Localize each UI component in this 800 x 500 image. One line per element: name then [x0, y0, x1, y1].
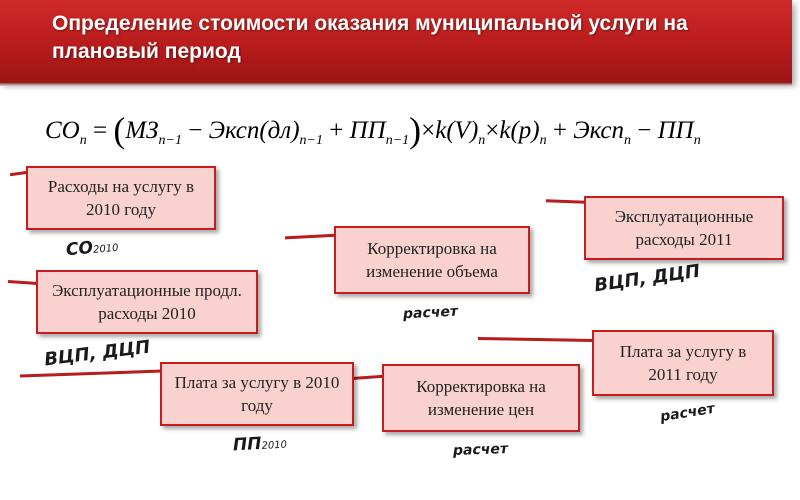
- connector-volume-adjust: [285, 234, 338, 240]
- formula-term-mz: МЗ: [125, 117, 159, 144]
- note-calc-volume: расчет: [402, 303, 459, 323]
- formula-k-p-sub: n: [539, 133, 547, 148]
- formula-open-paren: (: [113, 110, 126, 150]
- formula-close-paren: ): [409, 110, 422, 150]
- note-calc-price: расчет: [452, 441, 509, 459]
- formula-term-pp-prev-sub: n−1: [385, 133, 410, 148]
- formula-k-p: k(p): [499, 117, 540, 144]
- formula-term-pp-sub: n: [693, 133, 701, 148]
- formula-k-v-sub: n: [478, 133, 486, 148]
- note-pp-2010-sub: 2010: [261, 439, 288, 452]
- formula-minus-2: −: [637, 117, 652, 144]
- note-vcp-dcp-right: ВЦП, ДЦП: [593, 260, 702, 297]
- formula-term-pp: ПП: [657, 117, 694, 144]
- note-co-2010-sub: 2010: [92, 242, 119, 256]
- connector-fee-2011: [478, 337, 594, 342]
- note-co-2010: [65, 236, 119, 260]
- formula-term-eksp-sub: n: [623, 133, 631, 148]
- box-fee-2010: Плата за услугу в 2010 году: [160, 362, 354, 426]
- page-title: Определение стоимости оказания муниципальной услуги на плановый период: [52, 12, 688, 63]
- header-divider: [0, 82, 792, 86]
- connector-operating-2011: [546, 199, 586, 203]
- formula-term-eksp-dl-sub: n−1: [299, 133, 323, 148]
- formula-term-pp-prev: ПП: [349, 117, 386, 144]
- formula-term-eksp: Эксп: [573, 117, 624, 144]
- note-pp-2010: [233, 433, 288, 456]
- formula-lhs: СО: [45, 117, 80, 144]
- note-calc-fee-2011: расчет: [659, 400, 716, 426]
- formula-equals: =: [92, 117, 108, 144]
- box-volume-adjust: Корректировка на изменение объема: [334, 226, 530, 294]
- box-price-adjust: Корректировка на изменение цен: [382, 364, 580, 432]
- box-expenses-2010: Расходы на услугу в 2010 году: [26, 166, 216, 230]
- formula-lhs-sub: n: [79, 133, 87, 148]
- cost-formula: [45, 108, 765, 152]
- formula-times-1: ×: [421, 117, 436, 144]
- formula-plus-2: +: [552, 117, 567, 144]
- formula-times-2: ×: [485, 117, 500, 144]
- note-pp-2010-label: ПП: [232, 433, 262, 456]
- formula-minus-1: −: [188, 117, 203, 144]
- box-operating-2010: Эксплуатационные продл. расходы 2010: [36, 270, 258, 334]
- formula-term-eksp-dl: Эксп(дл): [208, 117, 300, 144]
- connector-operating-2010: [8, 280, 38, 285]
- box-fee-2011: Плата за услугу в 2011 году: [592, 330, 774, 396]
- formula-term-mz-sub: n−1: [158, 133, 182, 148]
- note-co-2010-label: СО: [65, 237, 94, 261]
- formula-k-v: k(V): [435, 117, 479, 144]
- header-banner: [0, 0, 792, 82]
- box-operating-2011: Эксплуатационные расходы 2011: [584, 196, 784, 260]
- note-vcp-dcp-left: ВЦП, ДЦП: [43, 336, 152, 371]
- connector-fee-2010: [20, 370, 162, 378]
- formula-plus-1: +: [329, 117, 344, 144]
